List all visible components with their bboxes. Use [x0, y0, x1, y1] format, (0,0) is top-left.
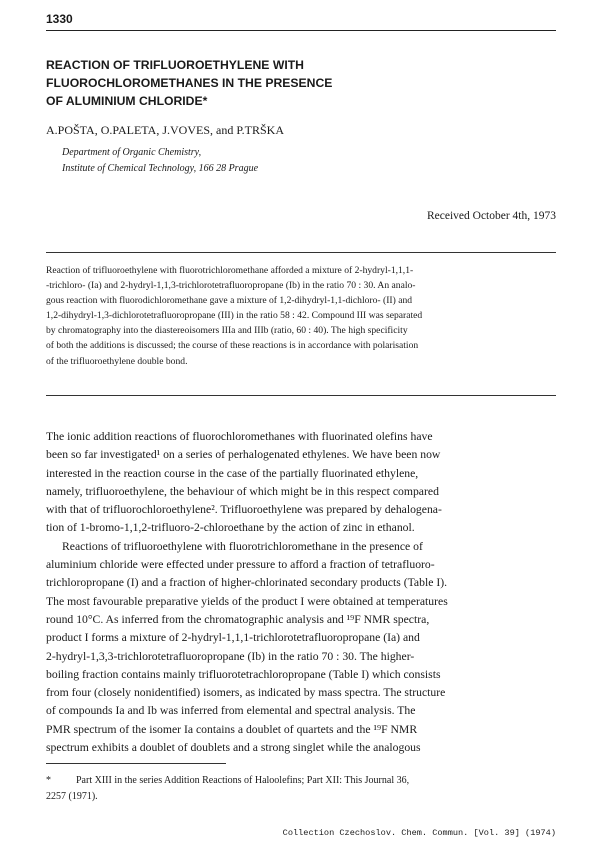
- footnote-rule: [46, 763, 226, 764]
- body-line: PMR spectrum of the isomer Ia contains a doublet of quartets and the ¹⁹F NMR: [46, 722, 418, 736]
- article-title: [46, 56, 526, 110]
- body-line: The ionic addition reactions of fluorochloromethanes with fluorinated olefins have: [46, 430, 433, 443]
- received-date: Received October 4th, 1973: [426, 210, 556, 222]
- body-line: namely, trifluoroethylene, the behaviour of which might be in this respect compared: [46, 484, 439, 498]
- body-line: of compounds Ia and Ib was inferred from elemental and spectral analysis. The: [46, 704, 416, 718]
- footnote: [46, 773, 556, 805]
- body-line: product I forms a mixture of 2-hydryl-1,1,1-trichlorotetrafluoropropane (Ia) and: [46, 631, 420, 645]
- abstract-line: 1,2-dihydryl-1,3-dichlorotetrafluoropropane (III) in the ratio 58 : 42. Compound III was separated: [46, 310, 423, 322]
- body-line: aluminium chloride were effected under pressure to afford a fraction of tetrafluoro-: [46, 558, 435, 572]
- body-line: boiling fraction contains mainly trifluorotetrachloropropane (Table I) which consists: [46, 667, 441, 681]
- body-line: with that of trifluorochloroethylene². Trifluoroethylene was prepared by dehalogena-: [46, 503, 442, 517]
- body-line: round 10°C. As inferred from the chromatographic analysis and ¹⁹F NMR spectra,: [46, 612, 430, 626]
- abstract-line: of the trifluoroethylene double bond.: [46, 355, 188, 367]
- affiliation-line: Department of Organic Chemistry,: [62, 147, 202, 158]
- body-line: trichloropropane (I) and a fraction of higher-chlorinated secondary products (Table I).: [46, 576, 448, 590]
- body-line: Reactions of trifluoroethylene with fluorotrichloromethane in the presence of: [62, 539, 423, 553]
- title-line: OF ALUMINIUM CHLORIDE*: [46, 94, 208, 108]
- header-rule: [46, 30, 556, 31]
- footnote-marker: *: [46, 775, 51, 786]
- affiliation-line: Institute of Chemical Technology, 166 28 Prague: [62, 163, 259, 174]
- body-line: The most favourable preparative yields of the product I were obtained at temperatures: [46, 594, 448, 608]
- body-text: [46, 428, 556, 757]
- body-line: 2-hydryl-1,3,3-trichlorotetrafluoropropane (Ib) in the ratio 70 : 30. The higher-: [46, 649, 415, 663]
- abstract-line: gous reaction with fluorodichloromethane gave a mixture of 1,2-dihydryl-1,1-dichloro- (II) and: [46, 295, 413, 307]
- abstract-line: Reaction of trifluoroethylene with fluorotrichloromethane afforded a mixture of 2-hydryl-1,1,1-: [46, 265, 414, 276]
- abstract-line: by chromatography into the diastereoisomers IIIa and IIIb (ratio, 60 : 40). The high specificity: [46, 325, 408, 337]
- footnote-line: Part XIII in the series Addition Reactions of Haloolefins; Part XII: This Journal 36,: [76, 775, 410, 786]
- authors: A.POŠTA, O.PALETA, J.VOVES, and P.TRŠKA: [46, 123, 284, 137]
- body-line: interested in the reaction course in the case of the partially fluorinated ethylene,: [46, 466, 419, 480]
- abstract: [46, 252, 556, 396]
- page-number: 1330: [46, 12, 73, 26]
- title-line: FLUOROCHLOROMETHANES IN THE PRESENCE: [46, 76, 333, 90]
- abstract-line: -trichloro- (Ia) and 2-hydryl-1,1,3-trichlorotetrafluoropropane (Ib) in the ratio 70 : 30. An analo-: [46, 280, 416, 292]
- body-line: from four (closely nonidentified) isomers, as indicated by mass spectra. The structure: [46, 686, 446, 700]
- abstract-line: of both the additions is discussed; the course of these reactions is in accordance with polarisation: [46, 340, 419, 352]
- body-line: been so far investigated¹ on a series of perhalogenated ethylenes. We have been now: [46, 448, 441, 462]
- affiliation: [62, 145, 258, 177]
- footnote-line: 2257 (1971).: [46, 791, 98, 802]
- title-line: REACTION OF TRIFLUOROETHYLENE WITH: [46, 58, 304, 72]
- body-line: spectrum exhibits a doublet of doublets and a strong singlet while the analogous: [46, 741, 421, 755]
- journal-citation: Collection Czechoslov. Chem. Commun. [Vol. 39] (1974): [282, 828, 556, 838]
- body-line: tion of 1-bromo-1,1,2-trifluoro-2-chloroethane by the action of zinc in ethanol.: [46, 521, 415, 535]
